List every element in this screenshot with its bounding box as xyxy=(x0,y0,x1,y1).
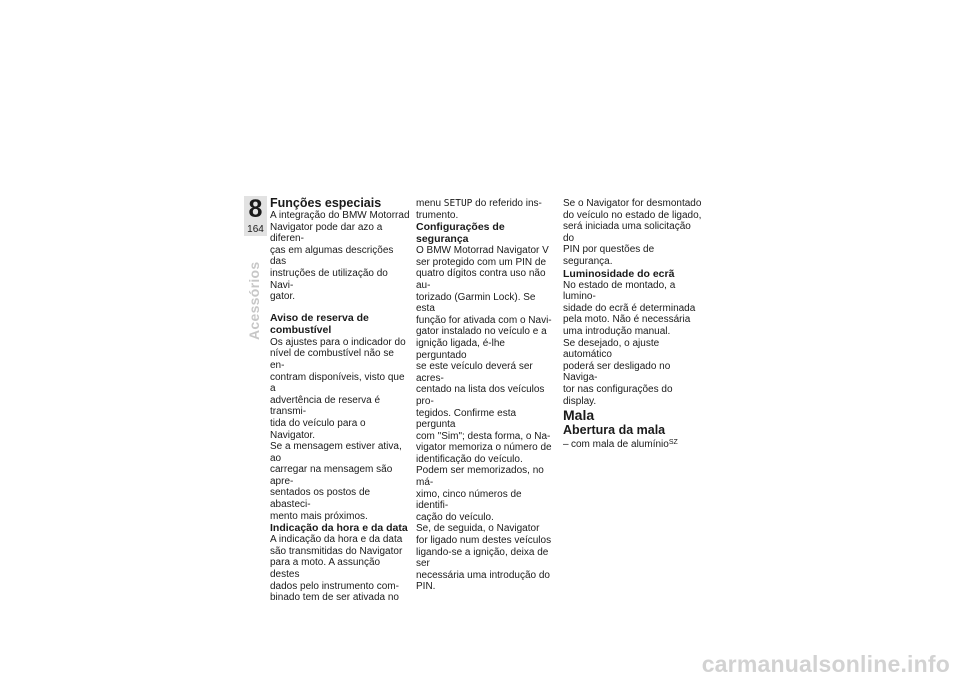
text-line: gator. xyxy=(270,291,296,303)
text-line: ligando-se a ignição, deixa de ser xyxy=(416,546,549,570)
dismount-paragraph xyxy=(563,198,703,268)
text-line: Se a mensagem estiver ativa, ao xyxy=(270,441,402,464)
column-3 xyxy=(563,198,703,451)
text-line: do veículo no estado de ligado, xyxy=(563,209,702,221)
text-line: No estado de montado, a lumino- xyxy=(563,279,676,303)
heading-security-settings: Configurações de segurança xyxy=(416,221,505,246)
text-line: instruções de utilização do Navi- xyxy=(270,267,388,291)
text-line: dados pelo instrumento com- xyxy=(270,580,399,592)
text-line: gator instalado no veículo e a xyxy=(416,326,547,338)
text-line: tida do veículo para o Navigator. xyxy=(270,417,366,441)
text-line: Podem ser memorizados, no má- xyxy=(416,465,544,489)
column-1 xyxy=(270,196,410,604)
text-line: se este veículo deverá ser acres- xyxy=(416,361,533,384)
text-line: nível de combustível não se en- xyxy=(270,348,394,371)
text-line: torizado (Garmin Lock). Se esta xyxy=(416,291,536,315)
text-line: ignição ligada, é-lhe perguntado xyxy=(416,337,505,361)
text-line: são transmitidas do Navigator xyxy=(270,545,403,557)
text-line: pela moto. Não é necessária xyxy=(563,314,691,326)
section-label: Acessórios xyxy=(246,261,262,340)
text-line: será iniciada uma solicitação do xyxy=(563,221,691,244)
list-item xyxy=(563,437,703,451)
text-line: A integração do BMW Motorrad xyxy=(270,210,410,221)
text-line: for ligado num destes veículos xyxy=(416,535,552,547)
text-line: Os ajustes para o indicador do xyxy=(270,336,406,348)
text-line: trumento. xyxy=(416,209,459,221)
heading-screen-brightness: Luminosidade do ecrã xyxy=(563,267,675,280)
text-line: centado na lista dos veículos pro- xyxy=(416,384,545,407)
text-line: ser protegido com um PIN de xyxy=(416,256,547,268)
heading-case-opening: Abertura da mala xyxy=(563,423,666,438)
text-line: ximo, cinco números de identifi- xyxy=(416,488,522,512)
text-line: quatro dígitos contra uso não au- xyxy=(416,268,546,291)
text-line: binado tem de ser ativada no xyxy=(270,592,399,604)
text-line: mento mais próximos. xyxy=(270,510,368,522)
heading-line: Aviso de reserva de xyxy=(270,311,369,324)
text-line xyxy=(416,198,556,210)
watermark: carmanualsonline.info xyxy=(701,651,950,677)
fuel-paragraph xyxy=(270,337,410,523)
intro-paragraph xyxy=(270,210,410,303)
text-line: sidade do ecrã é determinada xyxy=(563,302,696,314)
text-line: carregar na mensagem são apre- xyxy=(270,464,393,487)
text-line: A indicação da hora e da data xyxy=(270,534,403,546)
text-line: ças em algumas descrições das xyxy=(270,244,394,268)
text-line: contram disponíveis, visto que a xyxy=(270,371,405,395)
heading-fuel-reserve xyxy=(270,312,410,336)
section-title-special-functions: Funções especiais xyxy=(270,196,382,210)
text-line: necessária uma introdução do xyxy=(416,569,550,581)
text-line: Se, de seguida, o Navigator xyxy=(416,523,540,535)
text-line: uma introdução manual. xyxy=(563,325,671,337)
chapter-tab xyxy=(244,196,267,236)
text-line: PIN. xyxy=(416,581,436,593)
text-line: advertência de reserva é transmi- xyxy=(270,394,381,418)
text-line: tegidos. Confirme esta pergunta xyxy=(416,407,517,431)
text-line: cação do veículo. xyxy=(416,511,494,523)
text-line: Se desejado, o ajuste automático xyxy=(563,337,660,361)
text-line: com "Sim"; desta forma, o Na- xyxy=(416,430,551,442)
text-line: função for ativada com o Navi- xyxy=(416,314,552,326)
text-fragment: do referido ins- xyxy=(472,198,542,209)
chapter-number: 8 xyxy=(248,195,263,223)
heading-time-date: Indicação da hora e da data xyxy=(270,522,408,535)
list-item-text: com mala de alumínio xyxy=(571,439,669,451)
page-number: 164 xyxy=(247,224,264,235)
heading-case: Mala xyxy=(563,407,595,424)
column-2 xyxy=(416,198,556,593)
text-line: Navigator pode dar azo a diferen- xyxy=(270,221,383,245)
setup-menu-name: SETUP xyxy=(443,198,473,209)
text-line: Se o Navigator for desmontado xyxy=(563,198,702,209)
text-line: identificação do veículo. xyxy=(416,453,523,465)
text-line: para a moto. A assunção destes xyxy=(270,557,381,581)
text-line: tor nas configurações do display. xyxy=(563,383,673,407)
brightness-paragraph xyxy=(563,280,703,408)
text-line: vigator memoriza o número de xyxy=(416,442,552,454)
text-line: PIN por questões de segurança. xyxy=(563,244,655,267)
dash-bullet-icon: – xyxy=(563,439,569,451)
text-line: sentados os postos de abasteci- xyxy=(270,487,371,511)
text-line: poderá ser desligado no Naviga- xyxy=(563,360,671,384)
heading-line: combustível xyxy=(270,323,332,336)
special-equipment-marker: SZ xyxy=(668,439,678,447)
time-paragraph xyxy=(270,534,410,604)
text-line: O BMW Motorrad Navigator V xyxy=(416,245,549,257)
text-fragment: menu xyxy=(416,198,444,209)
security-paragraph xyxy=(416,245,556,593)
